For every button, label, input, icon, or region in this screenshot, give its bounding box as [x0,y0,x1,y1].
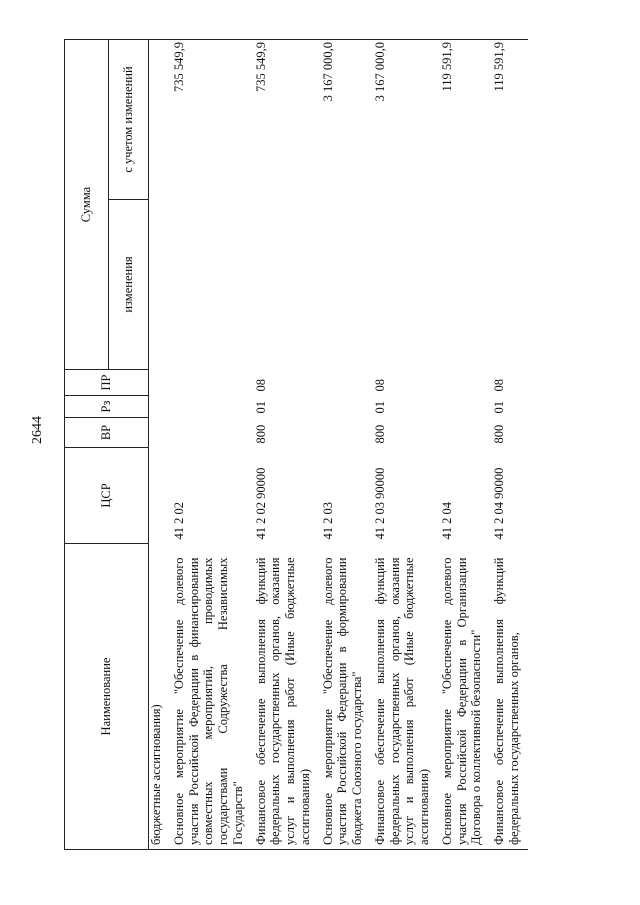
table-row [149,40,170,850]
header-name: Наименование [65,544,149,850]
row-vr [149,418,170,448]
page-number: 2644 [30,416,45,444]
table-row [319,40,371,850]
row-name: Финансовое обеспечение выполнения функций федеральных государственных органов, оказания услуг и выполнения работ (Иные бюджетные ассигнования) [252,544,319,850]
table-row [490,40,528,850]
row-changes [371,200,438,370]
table-row [438,40,490,850]
row-rz [170,396,252,418]
budget-table [64,39,528,850]
row-name: Финансовое обеспечение выполнения функций федеральных государственных органов, оказания услуг и выполнения работ (Иные бюджетные ассигнования) [371,544,438,850]
row-rz [438,396,490,418]
row-name: Финансовое обеспечение выполнения функций федеральных государственных органов, [490,544,528,850]
row-with-changes [149,40,170,200]
table-row [252,40,319,850]
row-pr [438,370,490,396]
header-vr: ВР [65,418,149,448]
row-csr: 41 2 02 90000 [253,467,268,540]
row-changes [438,200,490,370]
row-with-changes: 735 549,9 [252,40,319,200]
row-with-changes: 735 549,9 [170,40,252,200]
row-vr: 800 [253,424,268,444]
header-rz: Рз [65,396,149,418]
row-with-changes: 3 167 000,0 [319,40,371,200]
row-pr: 08 [372,379,387,392]
row-vr: 800 [492,424,506,444]
row-changes [170,200,252,370]
row-pr: 08 [253,379,268,392]
row-name: Основное мероприятие "Обеспечение долевого участия Российской Федерации в формировании бюджета Союзного государства" [319,544,371,850]
row-rz [149,396,170,418]
row-rz: 01 [492,401,506,414]
row-changes [252,200,319,370]
row-csr: 41 2 04 90000 [492,467,506,540]
row-rz: 01 [253,401,268,414]
row-pr: 08 [492,379,506,392]
row-csr: 41 2 02 [171,502,186,540]
row-vr [319,418,371,448]
row-name: Основное мероприятие "Обеспечение долевого участия Российской Федерации в Организации Договора о коллективной безопасности" [438,544,490,850]
row-with-changes: 119 591,9 [490,40,528,200]
row-pr [170,370,252,396]
row-name: бюджетные ассигнования) [149,544,170,850]
header-sum: Сумма [65,40,109,370]
row-pr [319,370,371,396]
row-csr [149,448,170,544]
header-csr: ЦСР [65,448,149,544]
row-vr [170,418,252,448]
table-row [170,40,252,850]
row-name: Основное мероприятие "Обеспечение долевого участия Российской Федерации в финансировании совместных мероприятий, проводимых государствами Содружества Независимых Государств" [170,544,252,850]
header-with-changes: с учетом изменений [109,40,149,200]
row-pr [149,370,170,396]
row-rz: 01 [372,401,387,414]
header-changes: изменения [109,200,149,370]
row-with-changes: 119 591,9 [438,40,490,200]
row-rz [319,396,371,418]
row-vr: 800 [372,424,387,444]
row-changes [319,200,371,370]
header-pr: ПР [65,370,149,396]
row-csr: 41 2 04 [439,502,454,540]
row-csr: 41 2 03 90000 [372,467,387,540]
row-changes [490,200,528,370]
row-with-changes: 3 167 000,0 [371,40,438,200]
row-changes [149,200,170,370]
table-row [371,40,438,850]
row-csr: 41 2 03 [320,502,335,540]
row-vr [438,418,490,448]
rotated-page [30,0,610,850]
